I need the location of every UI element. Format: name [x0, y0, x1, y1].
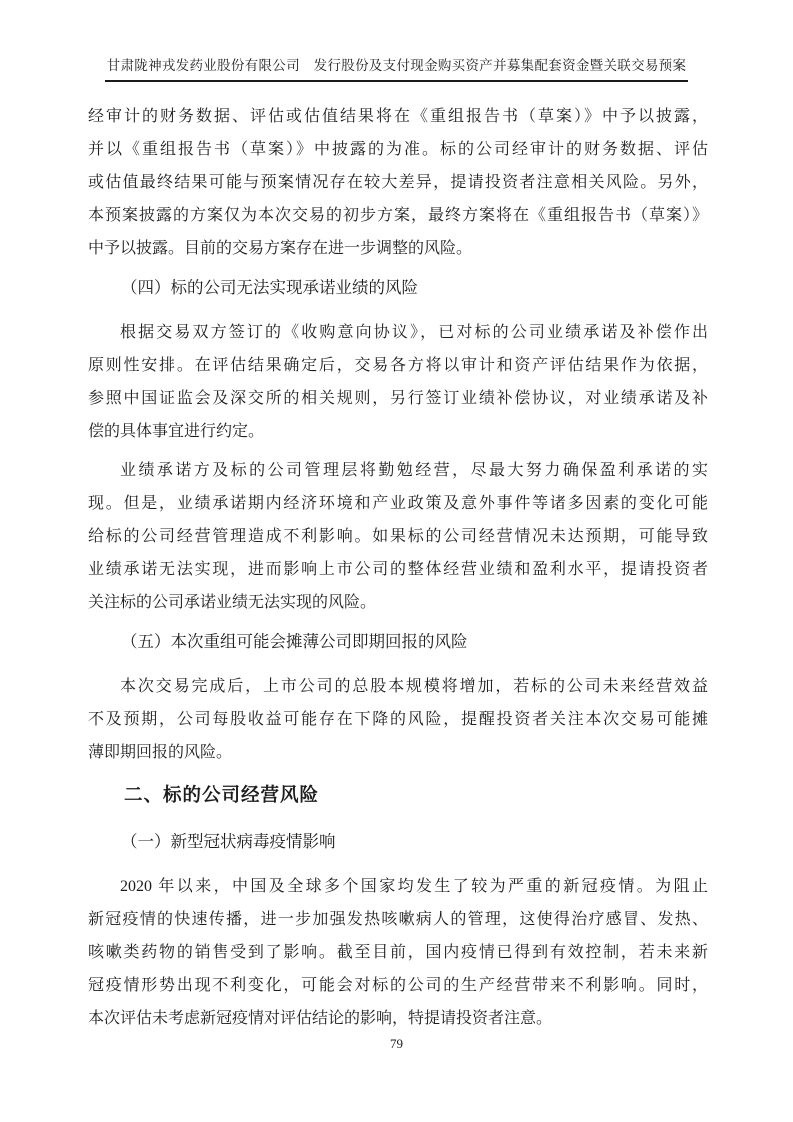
paragraph [88, 454, 708, 619]
document-body [88, 100, 708, 1041]
page-header [0, 54, 793, 82]
text-line: 并以《重组报告书（草案）》中披露的为准。标的公司经审计的财务数据、评估 [88, 141, 708, 158]
text-line: 本次评估未考虑新冠疫情对评估结论的影响，特提请投资者注意。 [88, 1010, 553, 1027]
sub-heading: （四）标的公司无法实现承诺业绩的风险 [121, 278, 418, 297]
paragraph [88, 316, 708, 448]
text-line: 咳嗽类药物的销售受到了影响。截至目前，国内疫情已得到有效控制，若未来新 [88, 944, 708, 961]
text-line: 薄即期回报的风险。 [88, 744, 233, 761]
header-title: 甘肃陇神戎发药业股份有限公司 发行股份及支付现金购买资产并募集配套资金暨关联交易预案 [105, 54, 689, 82]
text-line: 给标的公司经营管理造成不利影响。如果标的公司经营情况未达预期，可能导致 [88, 528, 708, 545]
text-line: 参照中国证监会及深交所的相关规则，另行签订业绩补偿协议，对业绩承诺及补 [88, 390, 708, 407]
page-number: 79 [390, 1036, 403, 1051]
section-heading: 二、标的公司经营风险 [124, 784, 320, 805]
text-line: 根据交易双方签订的《收购意向协议》，已对标的公司业绩承诺及补偿作出 [120, 324, 708, 341]
sub-heading: （一）新型冠状病毒疫情影响 [121, 832, 336, 851]
text-line: 不及预期，公司每股收益可能存在下降的风险，提醒投资者关注本次交易可能摊 [88, 711, 708, 728]
text-line: 或估值最终结果可能与预案情况存在较大差异，提请投资者注意相关风险。另外， [88, 174, 708, 191]
text-line: 中予以披露。目前的交易方案存在进一步调整的风险。 [88, 240, 473, 257]
text-line: 新冠疫情的快速传播，进一步加强发热咳嗽病人的管理，这使得治疗感冒、发热、 [88, 911, 708, 928]
text-line: 本预案披露的方案仅为本次交易的初步方案，最终方案将在《重组报告书（草案）》 [88, 207, 708, 224]
text-line: 业绩承诺无法实现，进而影响上市公司的整体经营业绩和盈利水平，提请投资者 [88, 561, 708, 578]
text-line: 偿的具体事宜进行约定。 [88, 423, 265, 440]
text-line: 现。但是，业绩承诺期内经济环境和产业政策及意外事件等诸多因素的变化可能 [88, 495, 708, 512]
text-line: 业绩承诺方及标的公司管理层将勤勉经营，尽最大努力确保盈利承诺的实 [120, 462, 708, 479]
text-line: 经审计的财务数据、评估或估值结果将在《重组报告书（草案）》中予以披露， [88, 108, 708, 125]
text-line: 2020 年以来，中国及全球多个国家均发生了较为严重的新冠疫情。为阻止 [120, 878, 708, 895]
text-line: 冠疫情形势出现不利变化，可能会对标的公司的生产经营带来不利影响。同时， [88, 977, 708, 994]
text-line: 原则性安排。在评估结果确定后，交易各方将以审计和资产评估结果作为依据， [88, 357, 708, 374]
paragraph [88, 670, 708, 769]
sub-heading: （五）本次重组可能会摊薄公司即期回报的风险 [121, 632, 468, 651]
paragraph [88, 870, 708, 1035]
paragraph [88, 100, 708, 265]
text-line: 关注标的公司承诺业绩无法实现的风险。 [88, 594, 377, 611]
page-footer [0, 1036, 793, 1052]
text-line: 本次交易完成后，上市公司的总股本规模将增加，若标的公司未来经营效益 [120, 678, 708, 695]
